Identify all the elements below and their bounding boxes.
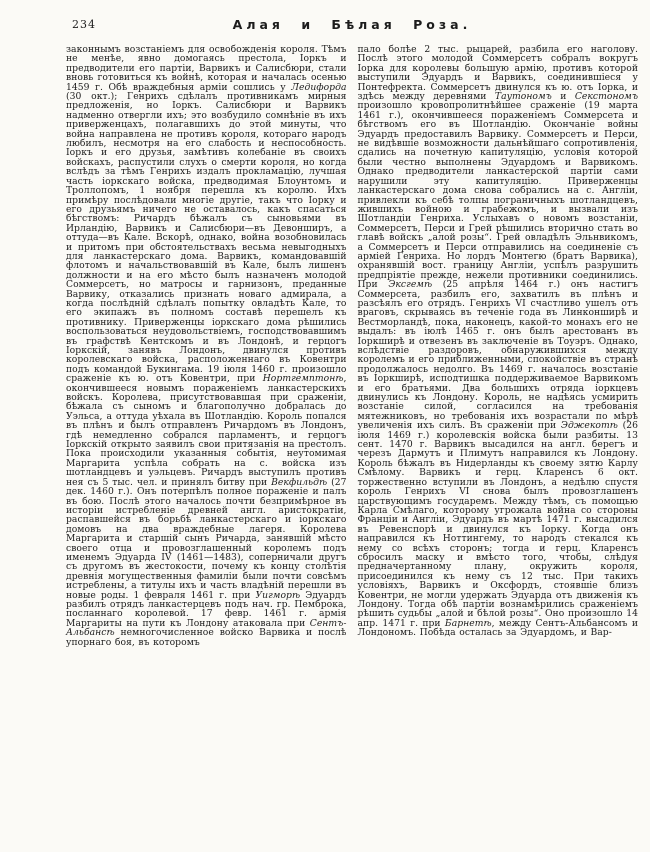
place-name-italic: Таутономъ	[494, 91, 552, 103]
place-name-italic: Нортгемптонѣ	[262, 373, 344, 385]
body-text: (27 дек. 1460 г.). Онъ потерпѣлъ полное пораженіе и палъ въ бою. Послѣ этого началось почти безпримѣрное въ исторіи истребленіе древней англ. аристократіи, распавшейся въ борьбѣ ланкастерскаго и іоркскаго домовъ на два враждебные лагеря. Королева Маргарита и старшій сынъ Ричарда, занявшій мѣсто своего отца и провозглашенный королемъ подъ именемъ Эдуарда IV (1461—1483), соперничали другъ съ другомъ въ жестокости, почему къ концу столѣтія древнія могущественныя фамиліи были почти совсѣмъ истреблены, а титулы ихъ и часть владѣній перешли въ новые роды. 1 февраля 1461 г. при	[66, 476, 347, 601]
body-text: и	[551, 91, 575, 103]
body-text: Эдуардъ разбилъ отрядъ ланкастерцевъ подъ нач. гр. Пемброка, посланнаго королевой. 17 февр. 1461 г. армія Маргариты на пути къ Лондону атаковала при	[66, 589, 347, 629]
body-text: (26 іюля 1469 г.) королевскія войска были разбиты. 13 сент. 1470 г. Варвикъ высадился на англ. берегъ и черезъ Дармутъ и Плимутъ направился къ Лондону. Король бѣжалъ въ Нидерланды къ своему зятю Карлу Смѣлому. Варвикъ и герц. Кларенсъ 6 окт. торжественно вступили въ Лондонъ, а недѣлю спустя король Генрихъ VI снова былъ провозглашенъ царствующимъ государемъ. Между тѣмъ, съ помощью Карла Смѣлаго, которому угрожала война со стороны Франціи и Англіи, Эдуардъ въ мартѣ 1471 г. высадился въ Ревенспорѣ и двинулся къ Іорку. Когда онъ направился къ Ноттингему, то народъ стекался къ нему со всѣхъ сторонъ; тогда и герц. Кларенсъ сбросилъ маску и вмѣсто того, чтобы, слѣдуя предначертанному плану, окружить короля, присоединился къ нему съ 12 тыс. При такихъ условіяхъ, Варвикъ и Оксфордъ, стоявшіе близъ Ковентри, не могли удержать Эдуарда отъ движенія къ Лондону. Тогда обѣ партіи вознамѣрились сраженіемъ рѣшить судьбы „алой и бѣлой розы“. Оно произошло 14 апр. 1471 г. при	[357, 420, 638, 629]
place-name-italic: Векфильдѣ	[271, 476, 328, 488]
page-title: Алая и Бѣлая Роза.	[232, 17, 472, 32]
body-text: (25 апрѣля 1464 г.) онъ настигъ Соммерсета, разбилъ его, захватилъ въ плѣнъ и разсѣялъ его отрядъ. Генрихъ VI счастливо ушелъ отъ враговъ, скрываясь въ теченіе года въ Линконширѣ и Вестморландѣ, пока, наконецъ, какой-то монахъ его не выдалъ: въ іюлѣ 1465 г. онъ былъ арестованъ въ Іоркширѣ и отвезенъ въ заключеніе въ Тоуэръ. Однако, вслѣдствіе раздоровъ, обнаружившихся между королемъ и его приближенными, спокойствіе въ странѣ продолжалось недолго. Въ 1469 г. началось возстаніе въ Іоркширѣ, исподтишка поддерживаемое Варвикомъ и его братьями. Два большихъ отряда іоркцевъ двинулись къ Лондону. Король, не надѣясь усмирить возстаніе силой, согласился на требованія мятежниковъ, но требованія ихъ возрастали по мѣрѣ увеличенія ихъ силъ. Въ сраженіи при	[357, 279, 638, 432]
page-header	[66, 12, 638, 40]
place-name-italic: Барнетѣ	[444, 617, 492, 629]
article-body	[66, 45, 638, 647]
body-text: (30 окт.); Генрихъ сдѣлалъ противникамъ мирныя предложенія, но Іоркъ. Салисбюри и Варвикъ надменно отвергли ихъ; это возбудило сомнѣніе въ ихъ приверженцахъ, полагавшихъ до этой минуты, что война направлена не противъ короля, котораго народъ любилъ, несмотря на его слабость и неспособность. Іоркъ и его друзья, замѣтивъ колебаніе въ своихъ войскахъ, распустили слухъ о смерти короля, но когда вслѣдъ за тѣмъ Генрихъ издалъ прокламацію, лучшая часть іоркскаго войска, предводимая Блоунтомъ и Троллопомъ, 1 ноября перешла къ королю. Ихъ примѣру послѣдовали многіе другіе, такъ что Іорку и его друзьямъ ничего не оставалось, какъ спасаться бѣгствомъ: Ричардъ бѣжалъ съ сыновьями въ Ирландію, Варвикъ и Салисбюри—въ Девонширъ, а оттуда—въ Кале. Вскорѣ, однако, война возобновилась и притомъ при обстоятельствахъ весьма невыгодныхъ для ланкастерскаго дома. Варвикъ, командовавшій флотомъ и начальствовавшій въ Кале, былъ лишенъ должности и на его мѣсто былъ назначенъ молодой Соммерсетъ, но матросы и гарнизонъ, преданные Варвику, отказались признать новаго адмирала, а когда послѣдній сдѣлалъ попытку овладѣть Кале, то его экипажъ въ полномъ составѣ перешелъ къ противнику. Приверженцы іоркскаго дома рѣшились воспользоваться неудовольствіемъ, господствовавшимъ въ графствѣ Кентскомъ и въ Лондонѣ, и герцогъ Іоркскій, занявъ Лондонъ, двинулся противъ королевскаго войска, расположеннаго въ Ковентри подъ командой Букингама. 19 іюля 1460 г. произошло сраженіе къ ю. отъ Ковентри, при	[66, 91, 347, 385]
body-text: немногочисленное войско Варвика и послѣ упорнаго боя, въ которомъ	[66, 627, 347, 648]
body-text: пало болѣе 2 тыс. рыцарей, разбила его наголову. Послѣ этого молодой Соммерсетъ собралъ вокругъ Іорка для королевы большую армію, противъ которой выступили Эдуардъ и Варвикъ, соединившіеся у Понтефректа. Соммерсетъ двинулся къ ю. отъ Іорка, и здѣсь между деревнями	[357, 44, 638, 103]
place-name-italic: Уигморѣ	[255, 589, 301, 601]
place-name-italic: Сентъ-Альбансѣ	[66, 617, 347, 639]
body-text: , между Сентъ-Альбансомъ и Лондономъ. Побѣда осталась за Эдуардомъ, и Вар-	[357, 617, 638, 639]
place-name-italic: Эксгемѣ	[388, 279, 433, 291]
body-text: произошло кровопролитнѣйшее сраженіе (19 марта 1461 г.), окончившееся пораженіемъ Соммерсета и бѣгствомъ его въ Шотландію. Окончаніе войны Эдуардъ предоставилъ Варвику. Соммерсетъ и Перси, не видѣвшіе возможности дальнѣйшаго сопротивленія, сдались на почетную капитуляцію, условія которой были честно выполнены Эдуардомъ и Варвикомъ. Однако предводители ланкастерской партіи сами нарушили эту капитуляцію. Приверженцы ланкастерскаго дома снова собрались на с. Англіи, привлекли къ себѣ толпы пограничныхъ шотландцевъ, жившихъ войною и грабежомъ, и вызвали изъ Шотландіи Генриха. Услыхавъ о новомъ возстаніи, Соммерсетъ, Перси и Грей рѣшились вторично стать во главѣ войскъ „алой розы“. Грей овладѣлъ Эльнвикомъ, а Соммерсетъ и Перси отправились на соединеніе съ арміей Генриха. Но лордъ Монтегю (братъ Варвика), охранявшій вост. границу Англіи, успѣлъ разрушить предпріятіе прежде, нежели противники соединились. При	[357, 100, 638, 291]
text-column-right	[358, 45, 639, 647]
place-name-italic: Ледифорда	[291, 81, 347, 93]
page-number: 234	[72, 18, 96, 31]
place-name-italic: Эджекотѣ	[560, 420, 618, 432]
text-column-left	[66, 45, 347, 647]
body-text: законнымъ возстаніемъ для освобожденія короля. Тѣмъ не менѣе, явно домогаясь престола, Іоркъ и предводители его партіи, Варвикъ и Салисбюри, стали вновь готовиться къ войнѣ, которая и началась осенью 1459 г. Обѣ враждебныя арміи сошлись у	[66, 44, 347, 93]
place-name-italic: Секстономъ	[574, 91, 638, 103]
body-text: , окончившееся новымъ пораженіемъ ланкастерскихъ войскъ. Королева, присутствовавшая при сраженіи, бѣжала съ сыномъ и благополучно добралась до Уэльса, а оттуда уѣхала въ Шотландію. Король попался въ плѣнъ и былъ отправленъ Ричардомъ въ Лондонъ, гдѣ немедленно собрался парламентъ, и герцогъ Іоркскій открыто заявилъ свои притязанія на престолъ. Пока происходили указанныя событія, неутомимая Маргарита успѣла собрать на с. войска изъ шотландцевъ и уэльцевъ. Ричардъ выступилъ противъ нея съ 5 тыс. чел. и принялъ битву при	[66, 373, 347, 488]
